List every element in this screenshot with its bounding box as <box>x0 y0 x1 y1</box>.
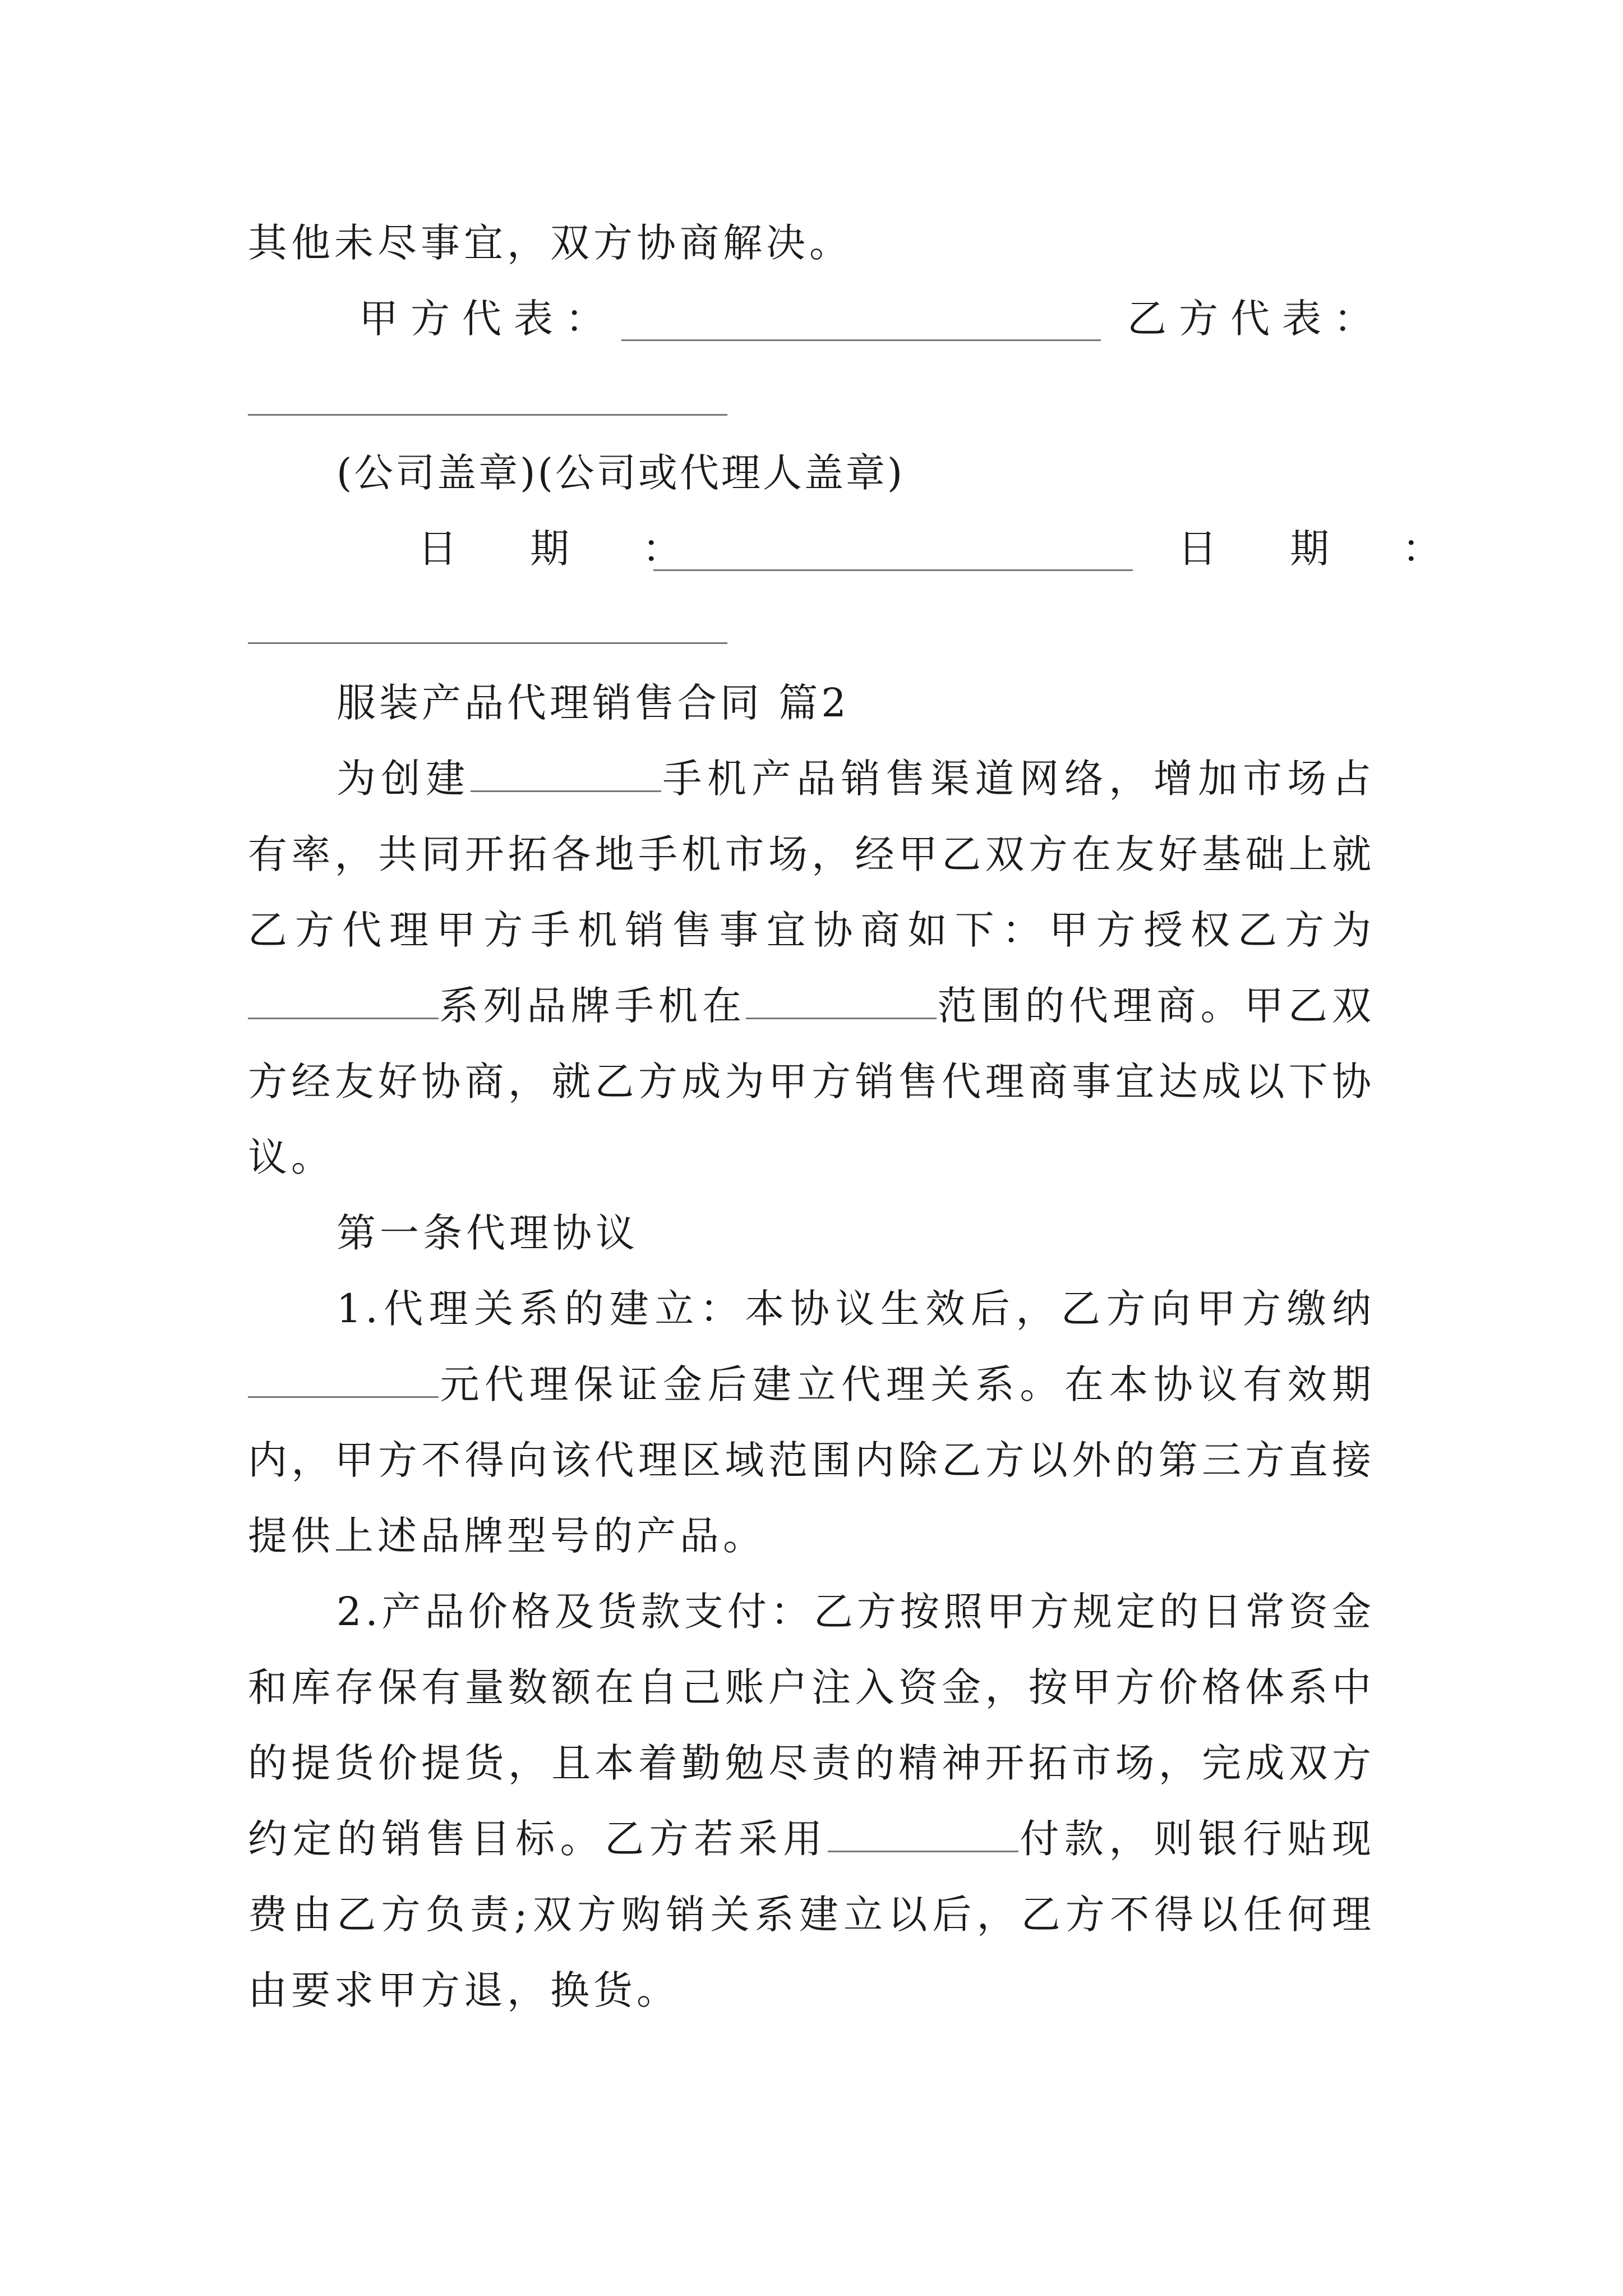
text-line: 内，甲方不得向该代理区域范围内除乙方以外的第三方直接 <box>248 1437 1375 1483</box>
fill-in-blank <box>471 757 661 792</box>
text-line: 约定的销售目标。乙方若采用 付款，则银行贴现 <box>248 1816 1376 1862</box>
text-line: 的提货价提货，且本着勤勉尽责的精神开拓市场，完成双方 <box>248 1740 1375 1786</box>
section-heading: 服装产品代理销售合同 篇2 <box>336 680 850 726</box>
text-line: 方经友好协商，就乙方成为甲方销售代理商事宜达成以下协 <box>248 1059 1375 1105</box>
text-closing-clause: 其他未尽事宜，双方协商解决。 <box>248 220 852 266</box>
party-b-signature-blank <box>248 414 727 416</box>
fill-in-blank <box>828 1817 1018 1852</box>
text-line: 费由乙方负责;双方购销关系建立以后，乙方不得以任何理 <box>248 1892 1375 1938</box>
text-line: 系列品牌手机在 范围的代理商。甲乙双 <box>248 979 1375 1033</box>
text-line: 议。 <box>248 1134 334 1180</box>
date-label-left: 日 期 ： <box>418 526 698 572</box>
text-line <box>248 216 1375 270</box>
text-line: 1.代理关系的建立：本协议生效后，乙方向甲方缴纳 <box>336 1286 1375 1332</box>
fill-in-blank <box>248 1363 439 1398</box>
party-a-signature-blank <box>621 339 1101 341</box>
text-line: 提供上述品牌型号的产品。 <box>248 1513 766 1559</box>
party-a-representative-label: 甲方代表： <box>359 296 617 342</box>
date-label-right: 日 期 ： <box>1178 526 1458 572</box>
party-b-representative-label: 乙方代表： <box>1127 296 1385 342</box>
date-blank-left <box>653 569 1133 571</box>
text-line: 和库存保有量数额在自己账户注入资金，按甲方价格体系中 <box>248 1664 1375 1710</box>
text-line: 由要求甲方退，换货。 <box>248 1967 680 2013</box>
fill-in-blank <box>746 984 937 1019</box>
fill-in-blank <box>248 984 439 1019</box>
text-line: 元代理保证金后建立代理关系。在本协议有效期 <box>248 1358 1375 1411</box>
text-line: 有率，共同开拓各地手机市场，经甲乙双方在友好基础上就 <box>248 831 1375 877</box>
text-line: 2.产品价格及货款支付：乙方按照甲方规定的日常资金 <box>336 1589 1375 1635</box>
text-line: 乙方代理甲方手机销售事宜协商如下：甲方授权乙方为 <box>248 907 1375 953</box>
article-title: 第一条代理协议 <box>336 1210 639 1256</box>
date-blank-right <box>248 642 727 644</box>
text-line: 为创建 手机产品销售渠道网络，增加市场占 <box>336 756 1376 802</box>
seal-labels: (公司盖章)(公司或代理人盖章) <box>336 450 905 496</box>
